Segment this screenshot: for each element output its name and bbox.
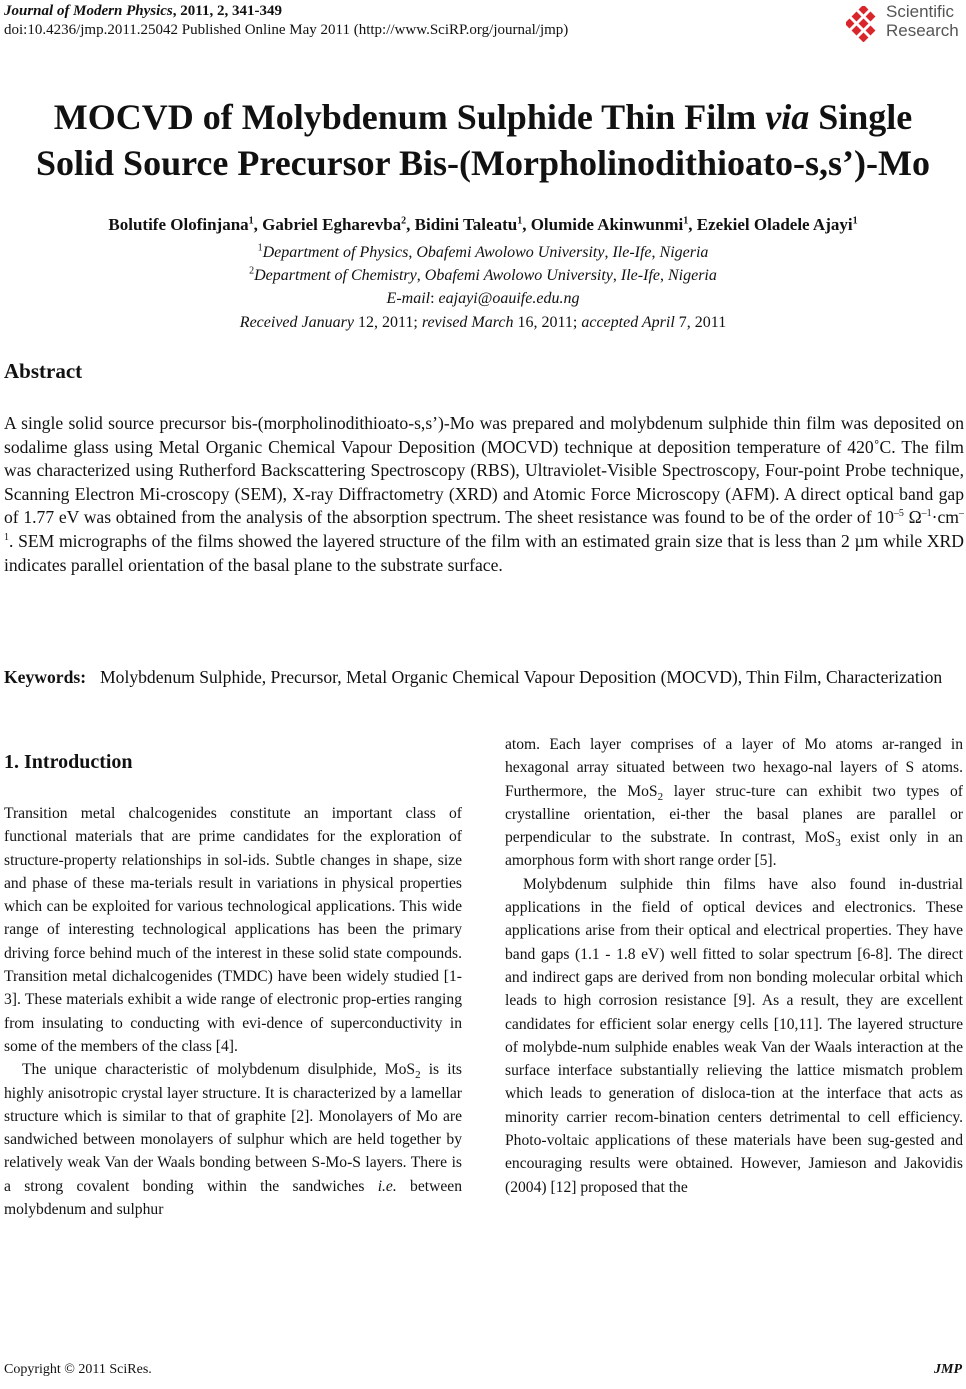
paragraph [505, 733, 963, 873]
paragraph-text: atom. Each layer comprises of a layer of Mo atoms ar-ranged in hexagonal array situated between two hexago-nal layers of S atoms. Furthermore, the MoS [505, 736, 963, 800]
logo-line-1: Scientific [886, 2, 955, 21]
paragraph-text: The unique characteristic of molybdenum disulphide, MoS [22, 1061, 416, 1079]
accepted-date: 7, 2011 [678, 314, 727, 331]
author-list: Bolutife Olofinjana$^1$, Gabriel Egharevba$^2$, Bidini Taleatu$^1$, Olumide Akinwunmi$^1$, Ezekiel Oladele Ajayi$^1$ [108, 215, 858, 234]
keywords-text: Molybdenum Sulphide, Precursor, Metal Organic Chemical Vapour Deposition (MOCVD), Thin Film, Characterization [100, 667, 943, 687]
copyright-notice: Copyright © 2011 SciRes. [4, 1362, 152, 1377]
journal-volume: , 2011, 2, 341-349 [172, 3, 282, 19]
title-text-b: Single [809, 97, 913, 137]
section-title: Introduction [24, 751, 133, 773]
email-address[interactable]: eajayi@oauife.edu.ng [438, 290, 580, 307]
affiliation-univ: Obafemi Awolowo University [416, 244, 605, 261]
revised-label: revised March [421, 314, 514, 331]
section-heading-introduction [4, 751, 133, 774]
abstract-text: A single solid source precursor bis-(morpholinodithioato-s,s’)-Mo was prepared and molybdenum sulphide thin film was deposited on sodalime glass using Metal Organic Chemical Vapour Deposition (MOCVD) technique at deposition temperature of 420˚C. The film was characterized using Rutherford Backscattering Spectroscopy (RBS), Ultraviolet-Visible Spectroscopy, Four-point Probe technique, Scanning Electron Mi-croscopy (SEM), X-ray Diffractometry (XRD) and Atomic Force Microscopy (AFM). A direct optical band gap of 1.77 eV was obtained from the analysis of the absorption spectrum. The sheet resistance was found to be of the order of 10 [4, 413, 964, 528]
paragraph-text: is its highly anisotropic crystal layer structure. It is characterized by a lamellar structure which is similar to that of graphite [2]. Monolayers of Mo are sandwiched between monolayers of sulphur which are held together by relatively weak Van der Waals bonding between S-Mo-S layers. There is a strong covalent bonding within the sandwiches [4, 1061, 462, 1195]
abstract-heading: Abstract [4, 359, 83, 383]
affiliation-city: Ile-Ife [612, 244, 652, 261]
author-name: Olumide Akinwunmi [530, 215, 684, 234]
title-text-a: MOCVD of Molybdenum Sulphide Thin Film [53, 97, 766, 137]
dates-line [0, 313, 966, 333]
author-name: Gabriel Egharevba [262, 215, 402, 234]
author [415, 215, 523, 234]
doi-line: doi:10.4236/jmp.2011.25042 Published Online May 2011 (http://www.SciRP.org/journal/jmp) [4, 22, 569, 38]
affiliation-country: Nigeria [667, 267, 717, 284]
email-line: E-mail: eajayi@oauife.edu.ng [386, 290, 580, 307]
page-footer [4, 1362, 962, 1378]
journal-name: Journal of Modern Physics [4, 3, 173, 19]
affiliation-dept: Department of Chemistry [254, 267, 417, 284]
subscript: 2 [657, 790, 664, 803]
author-affiliation-mark: 1 [517, 215, 523, 227]
affiliation-mark: 1 [257, 242, 263, 254]
paragraph: Transition metal chalcogenides constitute an important class of functional materials that are prime candidates for the exploration of structure-property relationships in sol-ids. Subtle changes in shape, size and phase of these ma-terials result in variations in physical properties which can be exploited for various technological applications. This wide range of interesting technological applications has been the primary driving force behind much of the interest in these solid state compounds. Transition metal dichalcogenides (TMDC) have been widely studied [1-3]. These materials exhibit a wide range of electronic prop-erties ranging from insulating to conducting with evi-dence of superconductivity in some of the members of the class [4]. [4, 805, 462, 1055]
author-affiliation-mark: 1 [683, 215, 689, 227]
exponent: –5 [893, 508, 904, 520]
subscript: 3 [835, 837, 841, 850]
exponent: –1 [921, 508, 932, 520]
unit-ohm: Ω [903, 507, 922, 528]
paper-title [0, 94, 966, 186]
email-label: E-mail [386, 290, 431, 307]
body-column-right [505, 733, 963, 1199]
author [108, 215, 253, 234]
received-date: 12, 2011; [357, 314, 418, 331]
section-number: 1. [4, 751, 19, 773]
author-affiliation-mark: 1 [248, 215, 254, 227]
affiliation-dept: Department of Physics [262, 244, 409, 261]
unit-cm: ·cm [931, 507, 959, 528]
author-affiliation-mark: 2 [401, 215, 407, 227]
title-line-1 [0, 94, 966, 140]
abstract-text-end: . SEM micrographs of the films showed the layered structure of the film with an estimated grain size that is less than 2 µm while XRD indicates parallel orientation of the basal plane to the substrate surface. [4, 530, 964, 575]
affiliation-city: Ile-Ife [620, 267, 660, 284]
author [262, 215, 406, 234]
exponent: –1 [4, 508, 964, 544]
paragraph-italic: i.e. [377, 1177, 397, 1195]
paragraph-text: layer struc-ture can exhibit two types of crystalline orientation, ei-ther the basal planes are parallel or perpendicular to the substrate. In contrast, MoS [505, 782, 963, 847]
paragraph [4, 1058, 462, 1221]
revised-date: 16, 2011; [517, 314, 578, 331]
keywords-label: Keywords: [4, 667, 87, 687]
journal-abbreviation: JMP [934, 1362, 962, 1377]
author-name: Bolutife Olofinjana [108, 215, 249, 234]
affiliation-univ: Obafemi Awolowo University [424, 267, 613, 284]
author [697, 215, 858, 234]
paragraph: Molybdenum sulphide thin films have also found in-dustrial applications in the field of optical devices and electronics. These applications arise from their optical and electrical properties. They have band gaps (1.1 - 1.8 eV) well fitted to solar spectrum [6-8]. The direct and indirect gaps are derived from non bonding molecular orbital which leads to high corrosion resistance [9]. As a result, they are excellent candidates for efficient solar energy cells [10,11]. The layered structure of molybde-num sulphide enables weak Van der Waals interaction at the surface interface substantially relieving the lattice mismatch problem which leads to generation of disloca-tion at the interface that acts as minority carrier recom-bination centers detrimental to cell efficiency. Photo-voltaic applications of these materials have been sug-gested and encouraging results were obtained. However, Jamieson and Jakovidis (2004) [12] proposed that the [505, 875, 963, 1196]
author [531, 215, 689, 234]
journal-citation [4, 3, 282, 19]
scientific-research-logo [844, 2, 964, 46]
title-line-2: Solid Source Precursor Bis-(Morpholinodithioato-s,s’)-Mo [36, 143, 930, 183]
received-label: Received January [239, 314, 354, 331]
author-affiliation-mark: 1 [852, 215, 858, 227]
paragraph-text: exist only in an amorphous form with short range order [5]. [505, 829, 963, 870]
affiliation-1: $^1$Department of Physics, Obafemi Awolowo University, Ile-Ife, Nigeria [257, 242, 709, 261]
journal-header [4, 2, 568, 40]
logo-line-2: Research [886, 21, 959, 40]
subscript: 2 [415, 1069, 421, 1082]
affiliation-country: Nigeria [659, 244, 709, 261]
title-text-via: via [765, 97, 810, 137]
accepted-label: accepted April [581, 314, 675, 331]
paragraph-text: between molybdenum and sulphur [4, 1177, 462, 1219]
logo-icon [846, 6, 882, 42]
body-column-left [4, 802, 462, 1221]
abstract-body [4, 412, 964, 577]
author-name: Ezekiel Oladele Ajayi [696, 215, 853, 234]
affiliation-mark: 2 [249, 265, 255, 277]
affiliation-2: $^2$Department of Chemistry, Obafemi Awolowo University, Ile-Ife, Nigeria [249, 265, 717, 284]
logo-wordmark [886, 2, 959, 40]
author-name: Bidini Taleatu [414, 215, 518, 234]
